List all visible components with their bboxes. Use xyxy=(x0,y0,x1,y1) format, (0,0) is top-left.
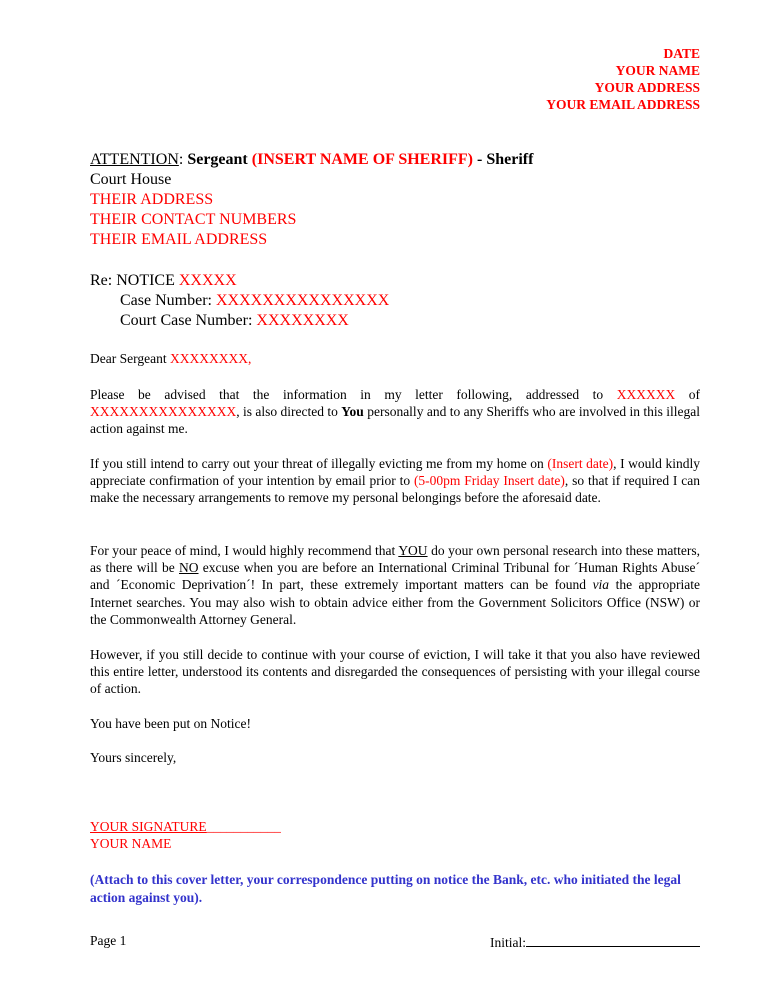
signature-block xyxy=(90,818,281,852)
paragraph-1 xyxy=(90,386,700,438)
sender-name: YOUR NAME xyxy=(615,63,700,78)
p3-via: via xyxy=(592,577,610,593)
paragraph-3 xyxy=(90,542,700,628)
attachment-note: (Attach to this cover letter, your correspondence putting on notice the Bank, etc. who initiated the legal action against you). xyxy=(90,872,681,905)
p3-text-e: excuse when you are before an International Criminal Tribunal for ´Human Rights Abuse´ and ´Economic Deprivation´! In part, these extremely important matters can be found xyxy=(90,560,701,593)
signature-label: YOUR SIGNATURE xyxy=(90,819,207,834)
signature-name: YOUR NAME xyxy=(90,836,172,851)
recipient-email: THEIR EMAIL ADDRESS xyxy=(90,231,268,248)
p3-text-a: For your peace of mind, I would highly recommend that xyxy=(90,543,396,558)
p2-text-a: If you still intend to carry out your threat of illegally evicting me from my home on xyxy=(90,456,544,471)
recipient-contacts: THEIR CONTACT NUMBERS xyxy=(90,211,297,228)
reference-block xyxy=(90,271,389,331)
recipient-address: THEIR ADDRESS xyxy=(90,191,214,208)
p2-text-c: , I would kindly appreciate confirmation of your intention by email prior to xyxy=(90,456,701,489)
re-court-case-label: Court Case Number: xyxy=(120,312,253,329)
page-number: Page 1 xyxy=(90,933,127,948)
greeting-text: Dear Sergeant xyxy=(90,351,167,366)
paragraph-4: However, if you still decide to continue with your course of eviction, I will take it that you also have reviewed this entire letter, understood its contents and disregarded the consequences of persisting with your illegal course of action. xyxy=(90,647,700,697)
re-case-line xyxy=(90,291,389,311)
greeting-name: XXXXXXXX, xyxy=(169,351,252,366)
sender-email: YOUR EMAIL ADDRESS xyxy=(546,97,700,112)
p2-placeholder-date: (Insert date) xyxy=(547,456,614,471)
p1-you: You xyxy=(341,404,364,420)
sender-address: YOUR ADDRESS xyxy=(594,80,700,95)
re-notice-line xyxy=(90,271,389,291)
attention-label: ATTENTION xyxy=(90,151,179,168)
p3-you-underlined: YOU xyxy=(398,543,428,558)
initial-label: Initial: xyxy=(490,935,526,950)
attention-suffix: - Sheriff xyxy=(477,151,534,168)
attention-colon: : xyxy=(178,151,184,168)
re-notice-label: Re: NOTICE xyxy=(90,272,175,289)
sender-block xyxy=(546,45,700,113)
signature-underline: ___________ xyxy=(206,819,281,834)
re-case-label: Case Number: xyxy=(120,292,212,309)
re-case-value: XXXXXXXXXXXXXXX xyxy=(215,292,390,309)
attention-rank: Sergeant xyxy=(187,151,248,168)
p1-text-c: of xyxy=(688,387,701,402)
re-court-case-value: XXXXXXXX xyxy=(256,312,349,329)
p1-placeholder-addressee: XXXXXX xyxy=(616,387,676,402)
sender-date: DATE xyxy=(663,46,700,61)
p1-placeholder-org: XXXXXXXXXXXXXXX xyxy=(90,404,237,420)
closing: Yours sincerely, xyxy=(90,750,177,765)
p3-text-g: the appropriate Internet searches. You may also wish to obtain advice either from the Government Solicitors Office (NSW) or the Commonwealth Attorney General. xyxy=(90,577,701,627)
recipient-block xyxy=(90,150,533,250)
initial-field xyxy=(490,932,700,951)
initial-line xyxy=(526,932,700,947)
p3-text-c: do your own personal research into these matters, as there will be xyxy=(90,543,701,576)
p1-text-e: , is also directed to xyxy=(236,404,338,420)
p2-text-e: , so that if required I can make the necessary arrangements to remove my personal belongings before the aforesaid date. xyxy=(90,473,700,506)
attention-line xyxy=(90,150,533,170)
re-notice-value: XXXXX xyxy=(178,272,237,289)
re-court-case-line xyxy=(90,311,389,331)
p3-no-underlined: NO xyxy=(179,560,199,576)
signature-line xyxy=(90,818,281,835)
attention-placeholder: (INSERT NAME OF SHERIFF) xyxy=(251,151,473,168)
page-footer xyxy=(90,932,700,949)
p2-placeholder-deadline: (5-00pm Friday Insert date) xyxy=(413,473,565,489)
paragraph-2 xyxy=(90,455,700,507)
recipient-court: Court House xyxy=(90,171,172,188)
p1-text-g: personally and to any Sheriffs who are involved in this illegal action against me. xyxy=(90,404,701,437)
p1-text-a: Please be advised that the information in my letter following, addressed to xyxy=(90,387,604,402)
paragraph-5: You have been put on Notice! xyxy=(90,716,251,731)
greeting xyxy=(90,350,700,367)
